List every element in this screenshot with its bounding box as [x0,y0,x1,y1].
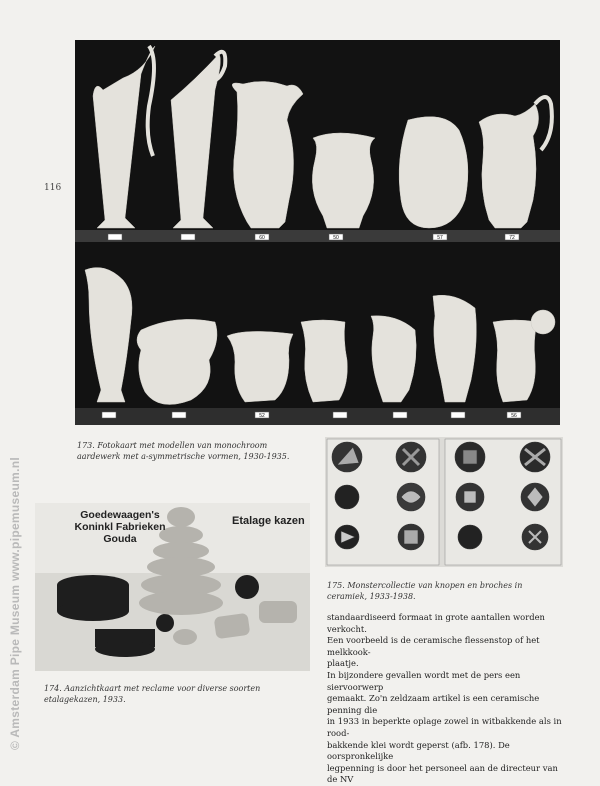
figure-174-sign [60,509,180,545]
sign-line-2: Koninkl Fabrieken [74,521,166,533]
watermark [8,370,22,750]
body-line: gemaakt. Zo'n zeldzaam artikel is een ceramische penning die [327,693,540,715]
page-number: 116 [44,183,62,193]
figure-173-caption: 173. Fotokaart met modellen van monochroom aardewerk met a-symmetrische vormen, 1930-1935. [77,441,290,461]
buttons-illustration [325,437,563,567]
figure-175-photo [325,437,563,567]
vase-tag: 52 [259,413,265,419]
sign-line-3: Gouda [103,533,137,545]
body-line: plaatje. [327,658,359,669]
vase-tag: 50 [333,235,339,241]
body-line: in 1933 in beperkte oplage zowel in witbakkende als in rood- [327,716,562,738]
vase-tag: 56 [511,413,517,419]
figure-173-photo [75,40,560,425]
vase-tag: 57 [437,235,443,241]
figure-174-caption: 174. Aanzichtkaart met reclame voor diverse soorten etalagekazen, 1933. [44,684,261,704]
watermark-text: © Amsterdam Pipe Museum www.pipemuseum.nl [8,457,22,750]
vases-illustration [75,40,560,425]
body-line: In bijzondere gevallen wordt met de pers een siervoorwerp [327,669,521,692]
body-text [327,612,567,786]
body-line: legpenning is door het personeel aan de directeur van de NV [327,762,558,785]
sign-line-1: Goedewaagen's [80,509,160,521]
figure-175-caption: 175. Monstercollectie van knopen en broches in ceramiek, 1933-1938. [327,581,523,601]
body-line: Een voorbeeld is de ceramische flessenstop of het melkkook- [327,635,540,657]
figure-174-sign-right: Etalage kazen [232,515,305,527]
vase-tag: 60 [259,235,265,241]
body-line: bakkende klei wordt geperst (afb. 178). De oorspronkelijke [327,739,510,762]
body-line: standaardiseerd formaat in grote aantallen worden verkocht. [327,612,545,634]
vase-tag: 72 [509,235,515,241]
